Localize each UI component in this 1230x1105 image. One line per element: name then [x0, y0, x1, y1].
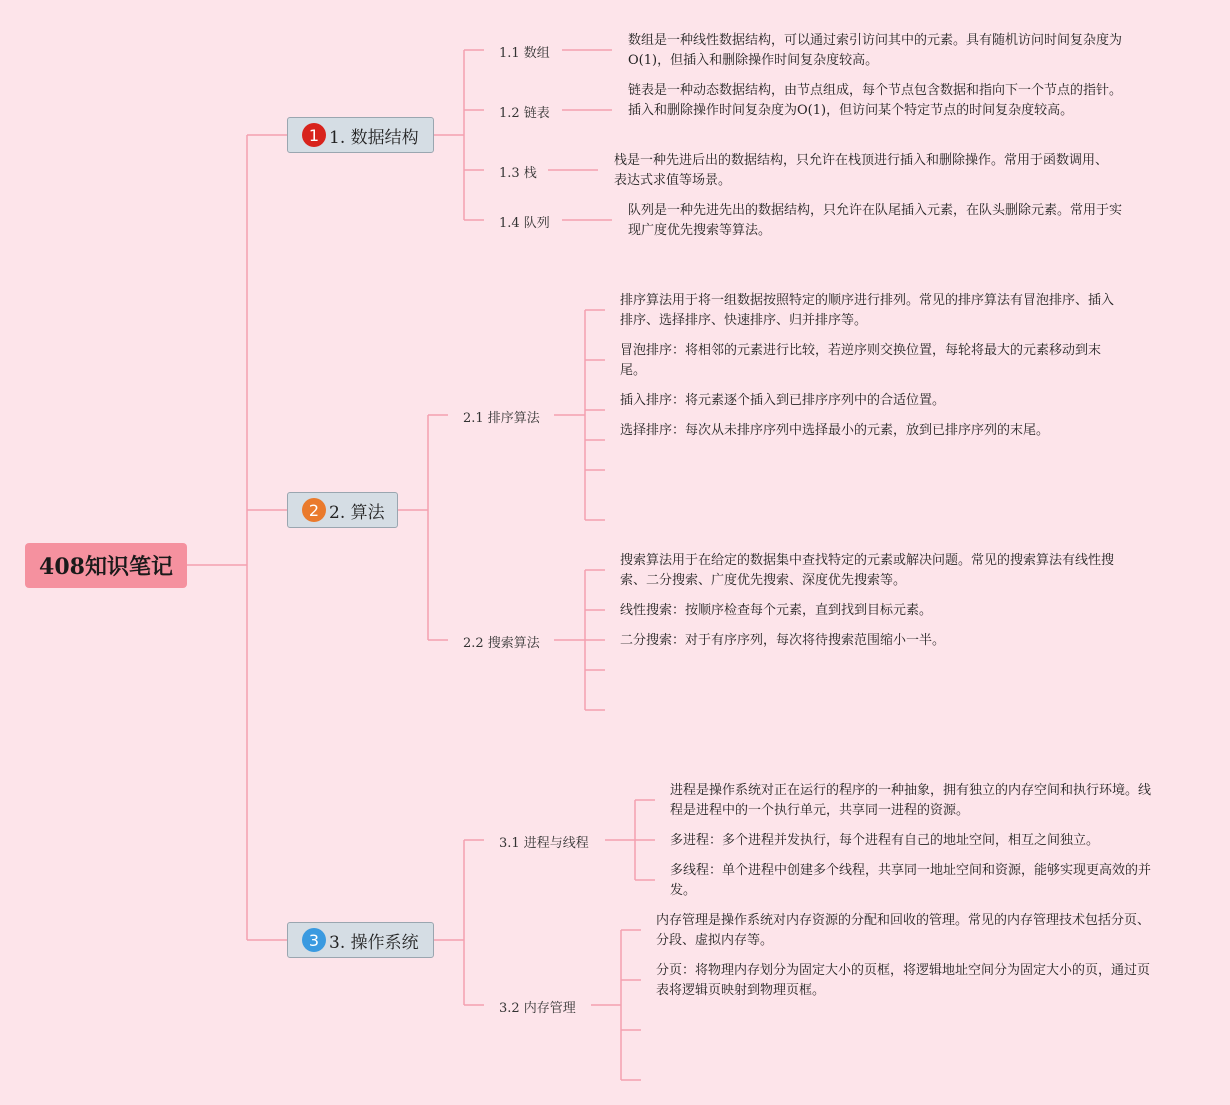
topic-process-thread[interactable]: 3.1 进程与线程	[499, 836, 589, 851]
note-multi-thread[interactable]: 多线程：单个进程中创建多个线程，共享同一地址空间和资源，能够实现更高效的并发。	[670, 863, 1152, 898]
note-linked-list[interactable]: 链表是一种动态数据结构，由节点组成，每个节点包含数据和指向下一个节点的指针。插入和删除操作时间复杂度为O(1)，但访问某个特定节点的时间复杂度较高。	[628, 83, 1123, 118]
topic-linked-list[interactable]: 1.2 链表	[499, 106, 550, 121]
priority-1-icon: 1	[302, 123, 326, 147]
note-queue[interactable]: 队列是一种先进先出的数据结构，只允许在队尾插入元素，在队头删除元素。常用于实现广度优先搜索等算法。	[628, 203, 1123, 238]
topic-array[interactable]: 1.1 数组	[499, 46, 550, 61]
branch-data-structures[interactable]	[287, 117, 434, 153]
branch-label: 2. 算法	[329, 502, 385, 523]
topic-queue[interactable]: 1.4 队列	[499, 216, 550, 231]
branch-label: 1. 数据结构	[329, 127, 419, 148]
root-node[interactable]: 408知识笔记	[25, 543, 187, 588]
note-selection-sort[interactable]: 选择排序：每次从未排序序列中选择最小的元素，放到已排序序列的末尾。	[620, 423, 1050, 438]
note-sorting-overview[interactable]: 排序算法用于将一组数据按照特定的顺序进行排列。常见的排序算法有冒泡排序、插入排序、选择排序、快速排序、归并排序等。	[620, 293, 1115, 328]
branch-algorithms[interactable]	[287, 492, 398, 528]
topic-memory-management[interactable]: 3.2 内存管理	[499, 1001, 576, 1016]
note-multi-process[interactable]: 多进程：多个进程并发执行，每个进程有自己的地址空间，相互之间独立。	[670, 833, 1100, 848]
note-binary-search[interactable]: 二分搜索：对于有序序列，每次将待搜索范围缩小一半。	[620, 633, 946, 648]
priority-3-icon: 3	[302, 928, 326, 952]
priority-2-icon: 2	[302, 498, 326, 522]
note-insertion-sort[interactable]: 插入排序：将元素逐个插入到已排序序列中的合适位置。	[620, 393, 946, 408]
note-memory-overview[interactable]: 内存管理是操作系统对内存资源的分配和回收的管理。常见的内存管理技术包括分页、分段、虚拟内存等。	[656, 913, 1151, 948]
note-array[interactable]: 数组是一种线性数据结构，可以通过索引访问其中的元素。具有随机访问时间复杂度为O(1)，但插入和删除操作时间复杂度较高。	[628, 33, 1123, 68]
note-linear-search[interactable]: 线性搜索：按顺序检查每个元素，直到找到目标元素。	[620, 603, 933, 618]
topic-stack[interactable]: 1.3 栈	[499, 166, 537, 181]
note-bubble-sort[interactable]: 冒泡排序：将相邻的元素进行比较，若逆序则交换位置，每轮将最大的元素移动到末尾。	[620, 343, 1102, 378]
topic-sorting[interactable]: 2.1 排序算法	[463, 411, 540, 426]
note-searching-overview[interactable]: 搜索算法用于在给定的数据集中查找特定的元素或解决问题。常见的搜索算法有线性搜索、二分搜索、广度优先搜索、深度优先搜索等。	[620, 553, 1115, 588]
note-process-thread-overview[interactable]: 进程是操作系统对正在运行的程序的一种抽象，拥有独立的内存空间和执行环境。线程是进程中的一个执行单元，共享同一进程的资源。	[670, 783, 1152, 818]
topic-searching[interactable]: 2.2 搜索算法	[463, 636, 540, 651]
branch-label: 3. 操作系统	[329, 932, 419, 953]
branch-operating-system[interactable]	[287, 922, 434, 958]
note-stack[interactable]: 栈是一种先进后出的数据结构，只允许在栈顶进行插入和删除操作。常用于函数调用、表达式求值等场景。	[614, 153, 1109, 188]
note-paging[interactable]: 分页：将物理内存划分为固定大小的页框，将逻辑地址空间分为固定大小的页，通过页表将逻辑页映射到物理页框。	[656, 963, 1151, 998]
